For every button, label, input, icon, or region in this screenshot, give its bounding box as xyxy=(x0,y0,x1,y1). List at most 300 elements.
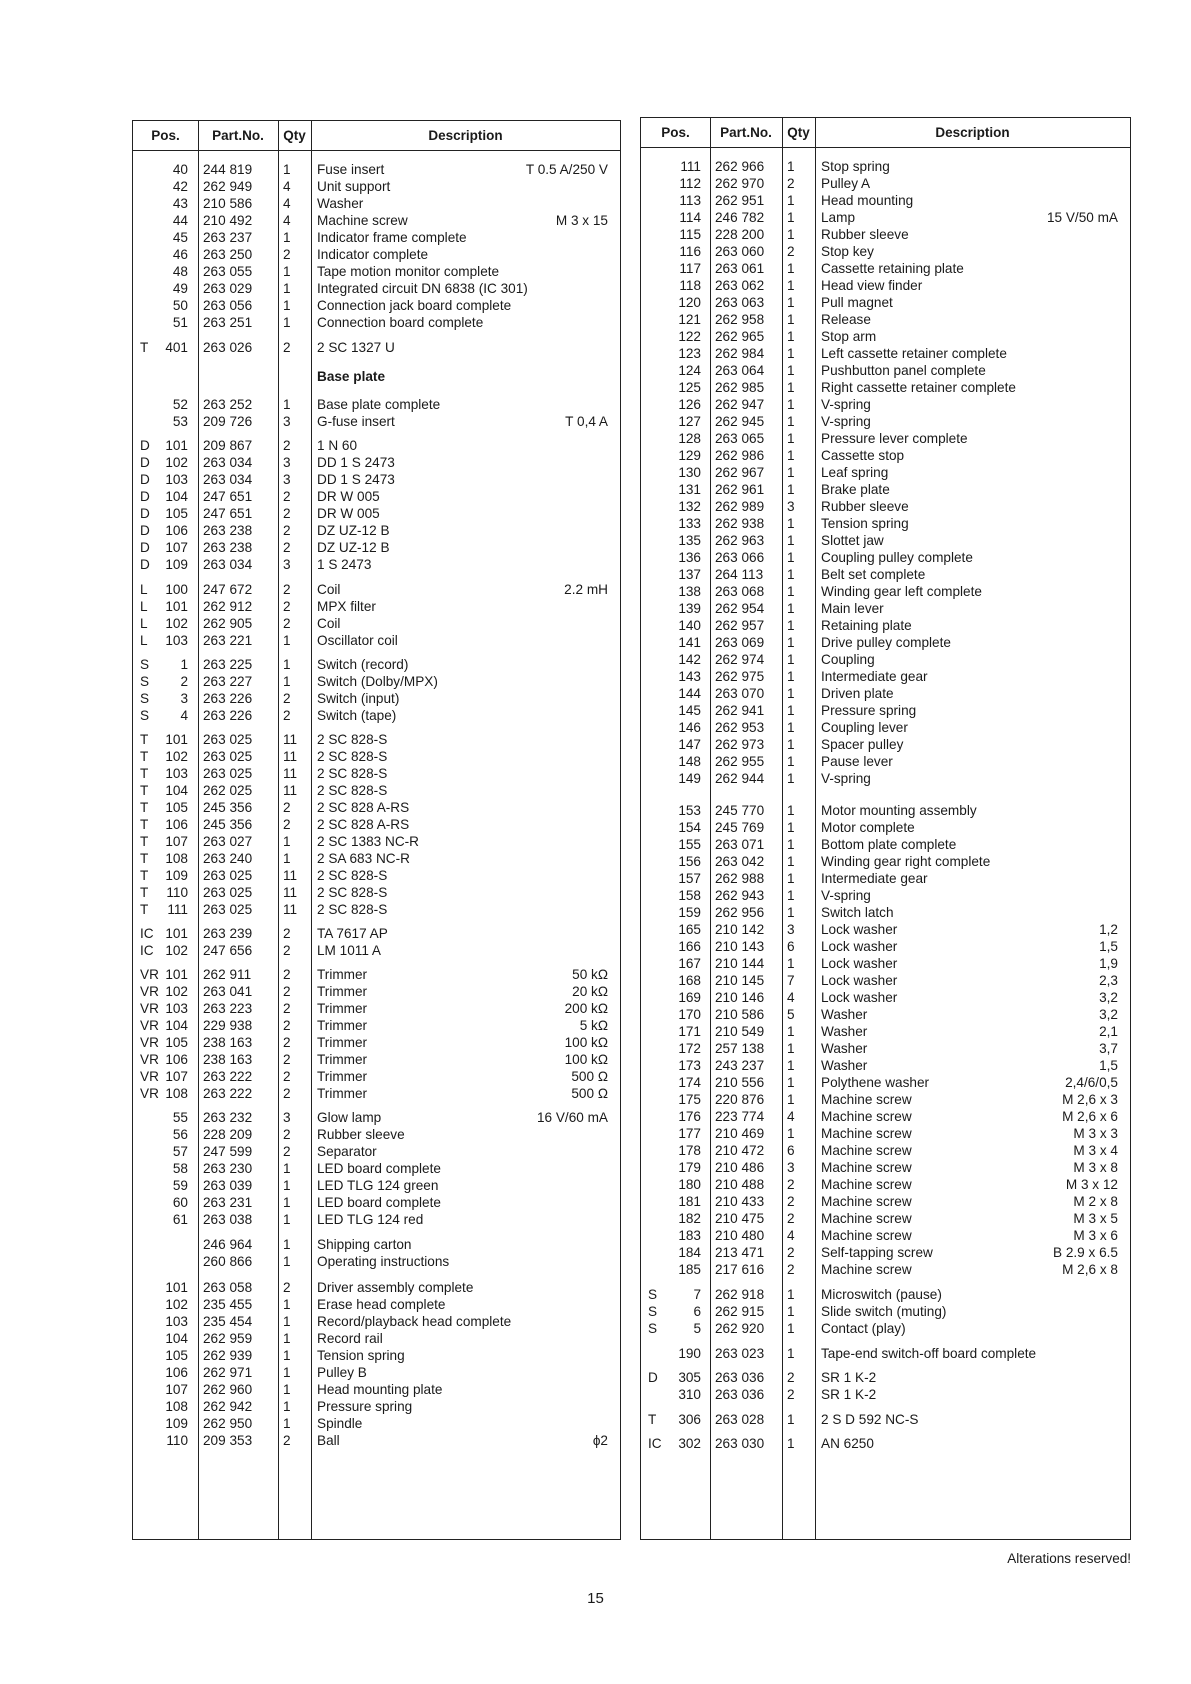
table-row xyxy=(133,1211,620,1229)
part-number: 262 938 xyxy=(715,516,765,531)
quantity: 2 xyxy=(787,1211,795,1226)
position-number: 102 xyxy=(165,455,188,470)
position-prefix: D xyxy=(648,1370,658,1385)
position-prefix: S xyxy=(140,674,150,689)
position-number: 138 xyxy=(678,584,701,599)
position-prefix: S xyxy=(648,1304,658,1319)
table-row xyxy=(641,1345,1130,1363)
spec-value: M 3 x 12 xyxy=(1065,1177,1118,1192)
quantity: 1 xyxy=(787,771,795,786)
position-number: 171 xyxy=(678,1024,701,1039)
description: Stop spring xyxy=(821,159,890,174)
position-prefix: T xyxy=(140,800,149,815)
position-number: 130 xyxy=(678,465,701,480)
description: Spindle xyxy=(317,1416,363,1431)
quantity: 1 xyxy=(283,1212,291,1227)
quantity: 1 xyxy=(787,363,795,378)
header-part-no: Part.No. xyxy=(720,125,772,140)
table-row xyxy=(133,396,620,414)
position-prefix: T xyxy=(140,340,149,355)
table-row xyxy=(641,413,1130,431)
position-number: 137 xyxy=(678,567,701,582)
table-row xyxy=(641,972,1130,990)
position-prefix: T xyxy=(140,766,149,781)
part-number: 209 726 xyxy=(203,414,253,429)
position-number: 167 xyxy=(678,956,701,971)
description: Tension spring xyxy=(317,1348,405,1363)
description: Lock washer xyxy=(821,973,898,988)
table-row xyxy=(641,870,1130,888)
table-row xyxy=(641,532,1130,550)
description: Coil xyxy=(317,616,341,631)
position-number: 118 xyxy=(679,278,701,293)
part-number: 263 025 xyxy=(203,749,253,764)
spec-value: M 3 x 15 xyxy=(555,213,608,228)
part-number: 263 226 xyxy=(203,708,253,723)
position-number: 102 xyxy=(165,616,188,631)
description: Belt set complete xyxy=(821,567,926,582)
position-prefix: D xyxy=(140,506,150,521)
description: Release xyxy=(821,312,871,327)
description: Coupling lever xyxy=(821,720,908,735)
position-number: 175 xyxy=(678,1092,701,1107)
part-number: 245 356 xyxy=(203,817,253,832)
description: Intermediate gear xyxy=(821,871,928,886)
quantity: 1 xyxy=(787,533,795,548)
description: Trimmer xyxy=(317,1001,368,1016)
position-number: 133 xyxy=(678,516,701,531)
part-number: 263 034 xyxy=(203,557,253,572)
part-number: 262 989 xyxy=(715,499,765,514)
description: V-spring xyxy=(821,397,871,412)
description: 2 S D 592 NC-S xyxy=(821,1412,919,1427)
position-number: 106 xyxy=(165,1365,188,1380)
part-number: 263 025 xyxy=(203,766,253,781)
position-prefix: VR xyxy=(140,1086,159,1101)
part-number: 238 163 xyxy=(203,1052,253,1067)
spec-value: B 2.9 x 6.5 xyxy=(1053,1245,1118,1260)
quantity: 1 xyxy=(283,1254,291,1269)
part-number: 217 616 xyxy=(715,1262,765,1277)
table-row xyxy=(641,209,1130,227)
spec-value: 1,2 xyxy=(1099,922,1118,937)
position-number: 127 xyxy=(678,414,701,429)
position-number: 147 xyxy=(678,737,701,752)
position-number: 172 xyxy=(678,1041,701,1056)
part-number: 263 055 xyxy=(203,264,253,279)
position-number: 140 xyxy=(678,618,701,633)
position-number: 401 xyxy=(165,340,188,355)
position-number: 48 xyxy=(172,264,188,279)
description: Trimmer xyxy=(317,1018,368,1033)
part-number: 262 963 xyxy=(715,533,765,548)
table-row xyxy=(133,748,620,766)
description: DZ UZ-12 B xyxy=(317,540,390,555)
table-row xyxy=(133,1253,620,1271)
table-row xyxy=(641,1227,1130,1245)
position-number: 103 xyxy=(165,1001,188,1016)
position-prefix: T xyxy=(140,834,149,849)
description: Machine screw xyxy=(821,1228,912,1243)
position-prefix: L xyxy=(140,582,148,597)
description: Right cassette retainer complete xyxy=(821,380,1016,395)
table-row xyxy=(133,488,620,506)
part-number: 210 480 xyxy=(715,1228,765,1243)
description: Tape-end switch-off board complete xyxy=(821,1346,1037,1361)
part-number: 262 965 xyxy=(715,329,765,344)
table-row xyxy=(133,942,620,960)
description: 2 SC 828-S xyxy=(317,868,388,883)
part-number: 263 222 xyxy=(203,1069,253,1084)
part-number: 262 950 xyxy=(203,1416,253,1431)
part-number: 210 469 xyxy=(715,1126,765,1141)
description: Slottet jaw xyxy=(821,533,884,548)
table-row xyxy=(641,1244,1130,1262)
part-number: 210 475 xyxy=(715,1211,765,1226)
quantity: 1 xyxy=(787,720,795,735)
table-row xyxy=(133,212,620,230)
quantity: 2 xyxy=(787,1370,795,1385)
position-prefix: D xyxy=(140,438,150,453)
quantity: 1 xyxy=(787,261,795,276)
description: Lock washer xyxy=(821,922,898,937)
spec-value: T 0.5 A/250 V xyxy=(525,162,608,177)
table-row xyxy=(641,294,1130,312)
position-number: 107 xyxy=(165,540,188,555)
position-number: 145 xyxy=(678,703,701,718)
part-number: 262 988 xyxy=(715,871,765,886)
position-number: 105 xyxy=(165,506,188,521)
part-number: 245 356 xyxy=(203,800,253,815)
position-prefix: VR xyxy=(140,1018,159,1033)
description: Trimmer xyxy=(317,1052,368,1067)
part-number: 247 599 xyxy=(203,1144,253,1159)
table-row xyxy=(641,243,1130,261)
part-number: 263 226 xyxy=(203,691,253,706)
position-number: 174 xyxy=(678,1075,701,1090)
header-description: Description xyxy=(935,125,1010,140)
position-number: 45 xyxy=(172,230,188,245)
spec-value: 100 kΩ xyxy=(564,1052,608,1067)
table-row xyxy=(133,765,620,783)
table-row xyxy=(641,1303,1130,1321)
quantity: 1 xyxy=(283,162,291,177)
part-number: 263 061 xyxy=(715,261,765,276)
description: Coupling xyxy=(821,652,875,667)
quantity: 2 xyxy=(283,817,291,832)
quantity: 2 xyxy=(283,800,291,815)
table-row xyxy=(641,362,1130,380)
description: Pressure lever complete xyxy=(821,431,968,446)
quantity: 1 xyxy=(787,1321,795,1336)
spec-value: 2,3 xyxy=(1099,973,1118,988)
table-row xyxy=(641,1193,1130,1211)
part-number: 262 973 xyxy=(715,737,765,752)
table-row xyxy=(133,1160,620,1178)
part-number: 263 225 xyxy=(203,657,253,672)
quantity: 1 xyxy=(787,1075,795,1090)
position-number: 103 xyxy=(165,766,188,781)
part-number: 244 819 xyxy=(203,162,253,177)
table-row xyxy=(133,505,620,523)
position-prefix: IC xyxy=(648,1436,662,1451)
position-number: 49 xyxy=(172,281,188,296)
position-prefix: D xyxy=(140,472,150,487)
position-number: 103 xyxy=(165,633,188,648)
position-number: 310 xyxy=(678,1387,701,1402)
part-number: 263 041 xyxy=(203,984,253,999)
page-number: 15 xyxy=(587,1590,604,1607)
description: Switch (tape) xyxy=(317,708,397,723)
spec-value: M 2,6 x 6 xyxy=(1062,1109,1118,1124)
description: Pressure spring xyxy=(821,703,917,718)
description: Ball xyxy=(317,1433,340,1448)
table-row xyxy=(641,430,1130,448)
description: Motor mounting assembly xyxy=(821,803,977,818)
table-row xyxy=(133,581,620,599)
quantity: 1 xyxy=(283,834,291,849)
table-row xyxy=(133,263,620,281)
position-prefix: S xyxy=(140,708,150,723)
table-row xyxy=(133,850,620,868)
table-row xyxy=(641,617,1130,635)
description: Trimmer xyxy=(317,984,368,999)
part-number: 262 961 xyxy=(715,482,765,497)
table-row xyxy=(641,921,1130,939)
description: Separator xyxy=(317,1144,377,1159)
quantity: 1 xyxy=(787,1041,795,1056)
description: Driven plate xyxy=(821,686,894,701)
description: V-spring xyxy=(821,414,871,429)
quantity: 1 xyxy=(787,1436,795,1451)
header-part-no: Part.No. xyxy=(212,128,264,143)
table-row xyxy=(133,280,620,298)
position-number: 58 xyxy=(172,1161,188,1176)
description: Fuse insert xyxy=(317,162,385,177)
quantity: 1 xyxy=(787,312,795,327)
position-prefix: IC xyxy=(140,943,154,958)
quantity: 1 xyxy=(787,550,795,565)
part-number: 247 651 xyxy=(203,489,253,504)
description: Pushbutton panel complete xyxy=(821,363,986,378)
table-row xyxy=(133,1017,620,1035)
quantity: 3 xyxy=(283,414,291,429)
quantity: 2 xyxy=(787,176,795,191)
position-number: 107 xyxy=(165,1069,188,1084)
quantity: 1 xyxy=(787,465,795,480)
spec-value: 3,7 xyxy=(1099,1041,1118,1056)
description: LM 1011 A xyxy=(317,943,381,958)
table-row xyxy=(641,1159,1130,1177)
table-row xyxy=(641,770,1130,788)
part-number: 263 034 xyxy=(203,455,253,470)
position-number: 42 xyxy=(172,179,188,194)
position-number: 3 xyxy=(180,691,188,706)
description: Indicator frame complete xyxy=(317,230,467,245)
description: Leaf spring xyxy=(821,465,889,480)
table-row xyxy=(641,1386,1130,1404)
description: Left cassette retainer complete xyxy=(821,346,1007,361)
spec-value: 16 V/60 mA xyxy=(536,1110,608,1125)
description: Stop arm xyxy=(821,329,877,344)
table-row xyxy=(641,668,1130,686)
table-row xyxy=(641,1023,1130,1041)
part-number: 210 488 xyxy=(715,1177,765,1192)
position-number: 132 xyxy=(678,499,701,514)
part-number: 263 039 xyxy=(203,1178,253,1193)
part-number: 263 231 xyxy=(203,1195,253,1210)
table-row xyxy=(133,656,620,674)
quantity: 1 xyxy=(787,618,795,633)
table-row xyxy=(641,1142,1130,1160)
position-number: 129 xyxy=(678,448,701,463)
description: Trimmer xyxy=(317,967,368,982)
description: Operating instructions xyxy=(317,1254,450,1269)
part-number: 262 920 xyxy=(715,1321,765,1336)
part-number: 235 455 xyxy=(203,1297,253,1312)
position-number: 108 xyxy=(165,1399,188,1414)
table-row xyxy=(133,539,620,557)
description: Pulley A xyxy=(821,176,871,191)
part-number: 262 025 xyxy=(203,783,253,798)
table-row xyxy=(133,673,620,691)
description: 2 SC 1327 U xyxy=(317,340,395,355)
quantity: 11 xyxy=(283,732,298,747)
description: Machine screw xyxy=(821,1211,912,1226)
description: Polythene washer xyxy=(821,1075,930,1090)
table-row xyxy=(641,566,1130,584)
quantity: 1 xyxy=(283,281,291,296)
spec-value: M 3 x 3 xyxy=(1073,1126,1118,1141)
quantity: 1 xyxy=(787,652,795,667)
table-row xyxy=(641,651,1130,669)
quantity: 2 xyxy=(283,926,291,941)
part-number: 210 142 xyxy=(715,922,765,937)
part-number: 246 964 xyxy=(203,1237,253,1252)
quantity: 2 xyxy=(283,616,291,631)
table-row xyxy=(133,454,620,472)
quantity: 1 xyxy=(787,803,795,818)
part-number: 263 070 xyxy=(715,686,765,701)
part-number: 262 915 xyxy=(715,1304,765,1319)
quantity: 2 xyxy=(283,1433,291,1448)
quantity: 1 xyxy=(283,633,291,648)
table-row xyxy=(133,1296,620,1314)
description: DR W 005 xyxy=(317,489,380,504)
quantity: 11 xyxy=(283,749,298,764)
position-number: 141 xyxy=(678,635,701,650)
part-number: 229 938 xyxy=(203,1018,253,1033)
spec-value: 1,9 xyxy=(1099,956,1118,971)
part-number: 263 238 xyxy=(203,523,253,538)
position-number: 108 xyxy=(165,1086,188,1101)
spec-value: 2,4/6/0,5 xyxy=(1065,1075,1118,1090)
part-number: 262 911 xyxy=(203,967,252,982)
position-number: 56 xyxy=(172,1127,188,1142)
part-number: 263 069 xyxy=(715,635,765,650)
part-number: 263 062 xyxy=(715,278,765,293)
part-number: 263 065 xyxy=(715,431,765,446)
description: Winding gear right complete xyxy=(821,854,991,869)
table-row xyxy=(641,1108,1130,1126)
quantity: 1 xyxy=(283,1161,291,1176)
quantity: 2 xyxy=(283,708,291,723)
table-row xyxy=(133,1347,620,1365)
position-prefix: S xyxy=(648,1321,658,1336)
quantity: 2 xyxy=(283,247,291,262)
spec-value: 1,5 xyxy=(1099,1058,1118,1073)
position-number: 135 xyxy=(678,533,701,548)
position-number: 102 xyxy=(165,943,188,958)
table-row xyxy=(641,819,1130,837)
quantity: 2 xyxy=(283,582,291,597)
table-row xyxy=(133,1051,620,1069)
description: MPX filter xyxy=(317,599,376,614)
description: Machine screw xyxy=(821,1262,912,1277)
description: SR 1 K-2 xyxy=(821,1370,877,1385)
position-number: 103 xyxy=(165,472,188,487)
position-number: 166 xyxy=(678,939,701,954)
position-number: 139 xyxy=(678,601,701,616)
quantity: 3 xyxy=(283,472,291,487)
table-row xyxy=(133,1034,620,1052)
position-number: 7 xyxy=(693,1287,701,1302)
part-number: 262 954 xyxy=(715,601,765,616)
section-heading: Base plate xyxy=(317,369,386,384)
position-number: 128 xyxy=(678,431,701,446)
quantity: 1 xyxy=(787,482,795,497)
description: Machine screw xyxy=(317,213,408,228)
description: DZ UZ-12 B xyxy=(317,523,390,538)
part-number: 243 237 xyxy=(715,1058,765,1073)
quantity: 1 xyxy=(283,1416,291,1431)
position-number: 123 xyxy=(678,346,701,361)
position-number: 178 xyxy=(678,1143,701,1158)
position-number: 100 xyxy=(165,582,188,597)
position-number: 40 xyxy=(172,162,188,177)
table-row xyxy=(133,1068,620,1086)
description: G-fuse insert xyxy=(317,414,395,429)
position-number: 180 xyxy=(678,1177,701,1192)
part-number: 262 949 xyxy=(203,179,253,194)
part-number: 263 064 xyxy=(715,363,765,378)
spec-value: 500 Ω xyxy=(571,1069,608,1084)
position-prefix: VR xyxy=(140,1052,159,1067)
quantity: 1 xyxy=(787,567,795,582)
quantity: 1 xyxy=(787,159,795,174)
position-number: 108 xyxy=(165,851,188,866)
part-number: 263 239 xyxy=(203,926,253,941)
position-number: 60 xyxy=(172,1195,188,1210)
part-number: 263 036 xyxy=(715,1370,765,1385)
description: Trimmer xyxy=(317,1035,368,1050)
quantity: 4 xyxy=(283,179,291,194)
position-number: 165 xyxy=(678,922,701,937)
position-number: 102 xyxy=(165,749,188,764)
description: 2 SC 828-S xyxy=(317,732,388,747)
position-number: 124 xyxy=(678,363,701,378)
part-number: 262 951 xyxy=(715,193,765,208)
part-number: 246 782 xyxy=(715,210,765,225)
table-row xyxy=(133,1330,620,1348)
position-prefix: T xyxy=(140,783,149,798)
position-prefix: VR xyxy=(140,1035,159,1050)
position-number: 106 xyxy=(165,817,188,832)
quantity: 2 xyxy=(787,244,795,259)
spec-value: 3,2 xyxy=(1099,1007,1118,1022)
table-row xyxy=(641,396,1130,414)
table-row xyxy=(641,1369,1130,1387)
